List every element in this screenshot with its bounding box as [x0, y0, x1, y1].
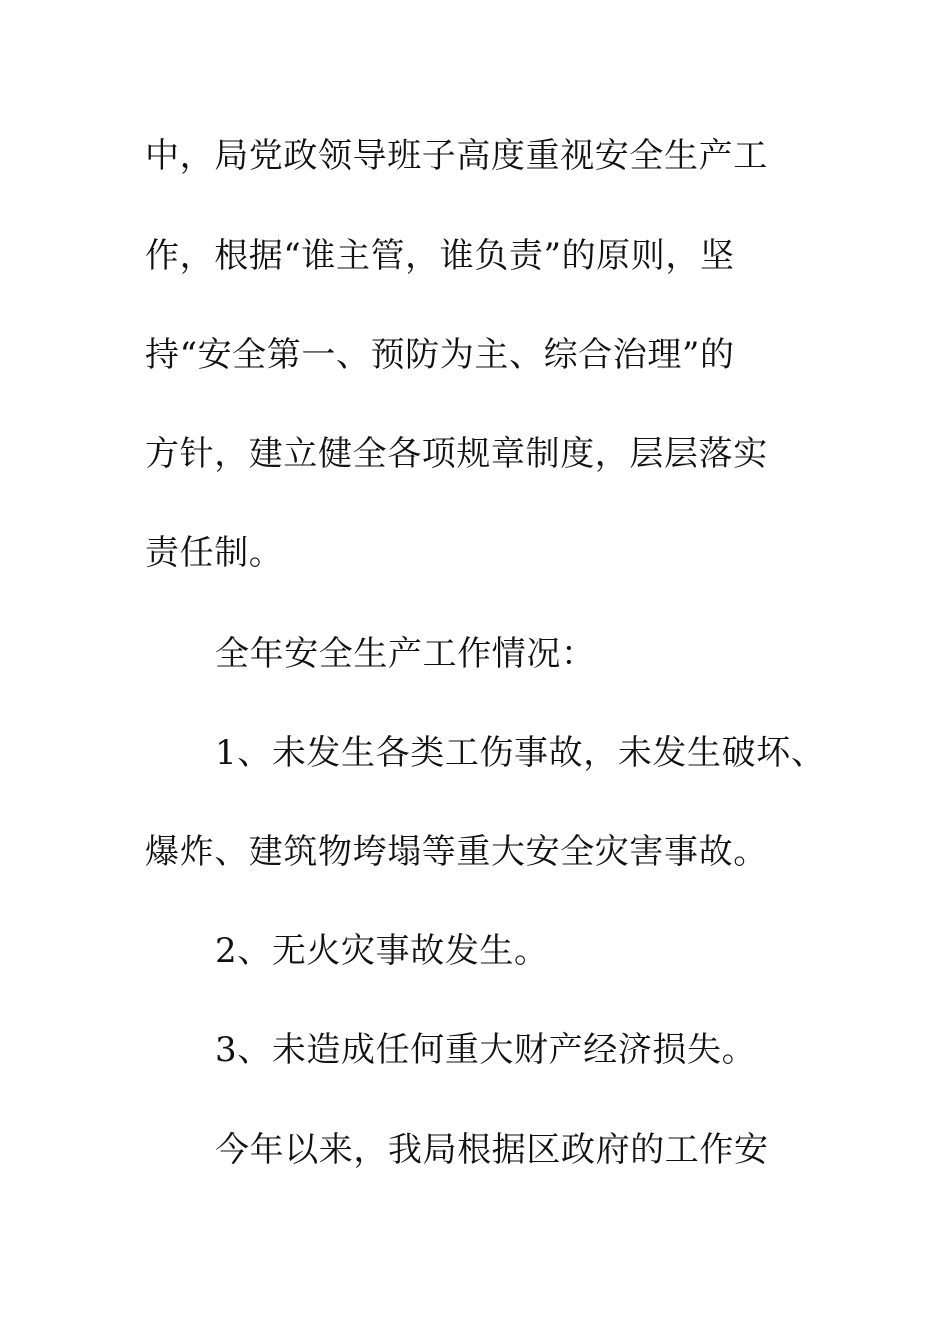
paragraph-line: 责任制。 [145, 533, 284, 573]
paragraph-line: 作，根据“谁主管，谁负责”的原则，坚 [145, 236, 735, 276]
list-item-1-continuation: 爆炸、建筑物垮塌等重大安全灾害事故。 [145, 832, 768, 872]
paragraph-line: 方针，建立健全各项规章制度，层层落实 [145, 434, 768, 474]
paragraph-line: 中，局党政领导班子高度重视安全生产工 [145, 136, 768, 176]
list-item-2: 2、无火灾事故发生。 [215, 931, 549, 971]
paragraph-line: 持“安全第一、预防为主、综合治理”的 [145, 335, 735, 375]
list-item-1: 1、未发生各类工伤事故，未发生破坏、 [215, 733, 826, 773]
list-item-3: 3、未造成任何重大财产经济损失。 [215, 1030, 757, 1070]
paragraph-line: 今年以来，我局根据区政府的工作安 [215, 1130, 769, 1170]
section-heading: 全年安全生产工作情况： [215, 634, 596, 674]
